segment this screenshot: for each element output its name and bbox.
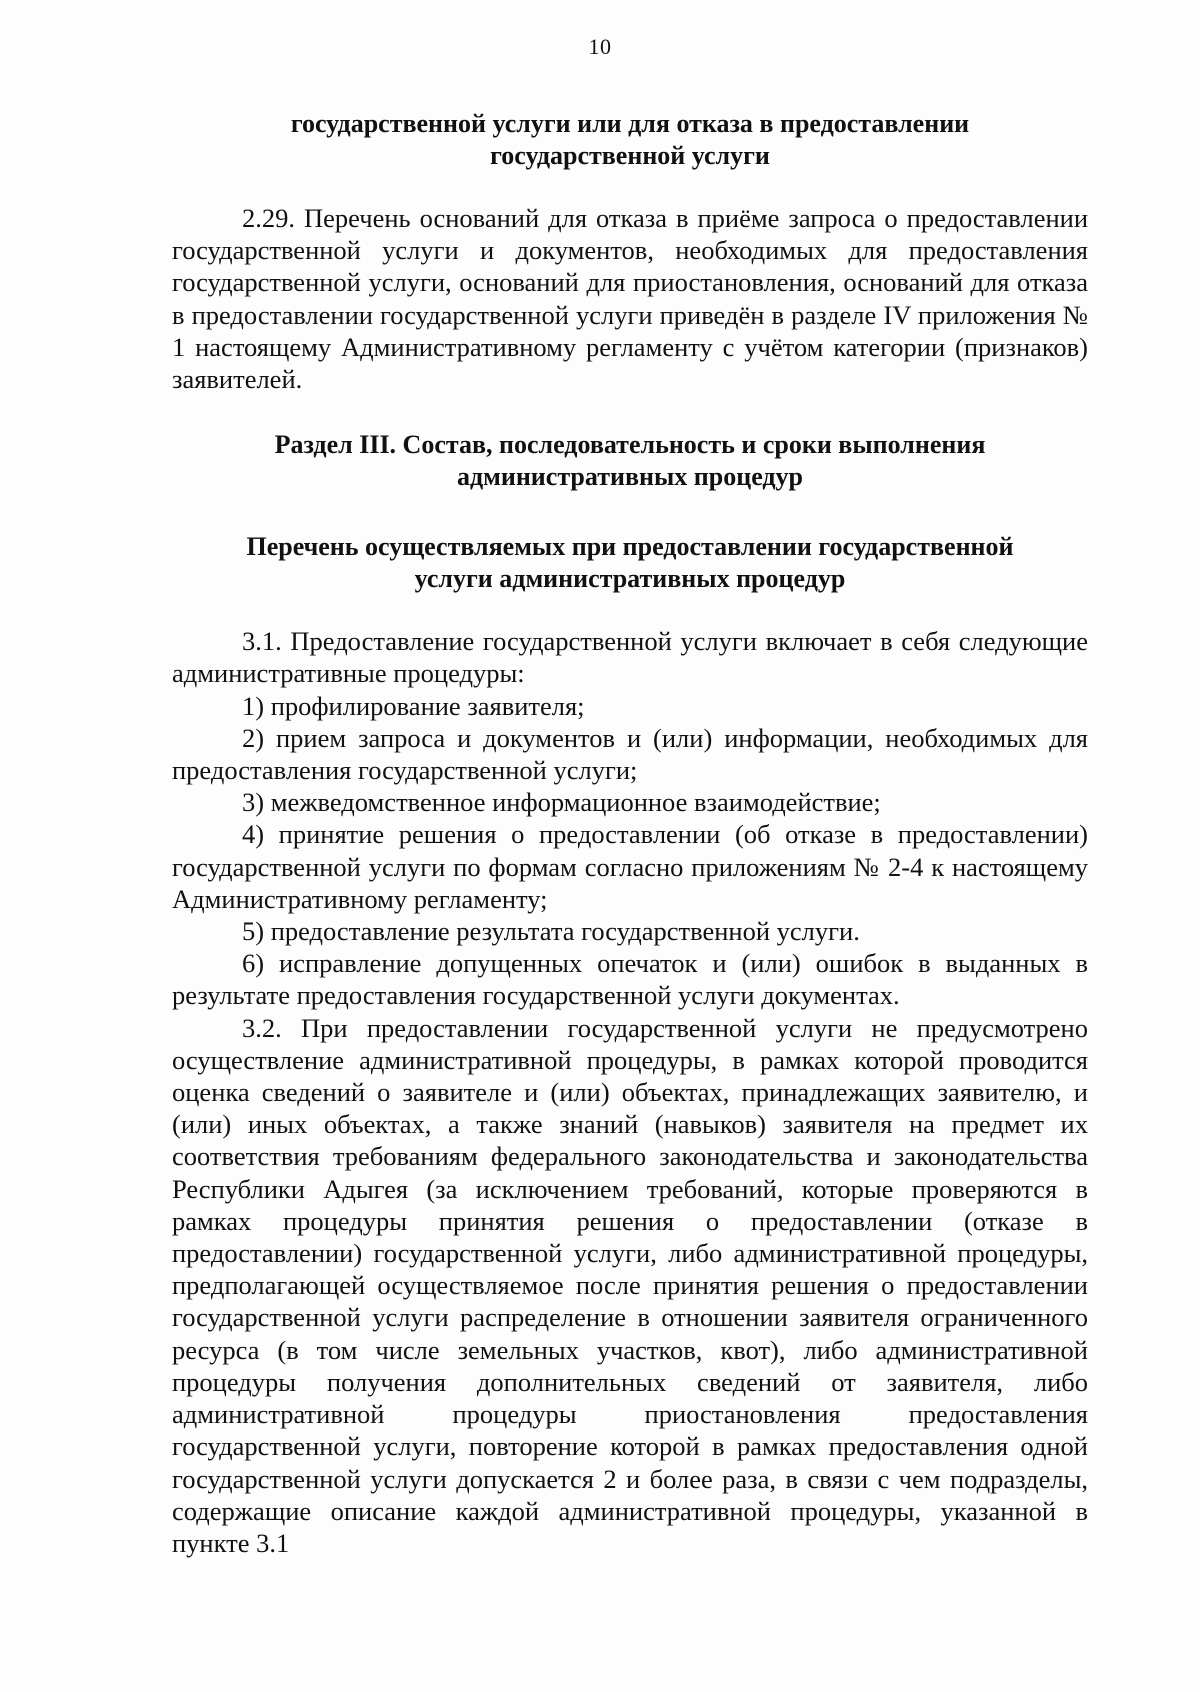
document-body bbox=[172, 108, 1088, 1559]
list-item: 1) профилирование заявителя; bbox=[242, 690, 585, 721]
list-item: 6) исправление допущенных опечаток и (или) ошибок в выданных в результате предоставления государственной услуги документах. bbox=[172, 948, 1088, 1011]
list-item: 4) принятие решения о предоставлении (об отказе в предоставлении) государственной услуги по формам согласно приложениям № 2-4 к настоящему Административному регламенту; bbox=[172, 819, 1088, 914]
list-item: 2) прием запроса и документов и (или) информации, необходимых для предоставления государственной услуги; bbox=[172, 722, 1088, 786]
heading-grounds-refusal bbox=[172, 108, 1088, 172]
list-item: 3) межведомственное информационное взаимодействие; bbox=[242, 787, 881, 818]
heading-line: административных процедур bbox=[456, 462, 804, 492]
heading-line: Перечень осуществляемых при предоставлении государственной bbox=[246, 532, 1014, 562]
heading-line: Раздел III. Состав, последовательность и сроки выполнения bbox=[274, 430, 986, 460]
paragraph-2-29: 2.29. Перечень оснований для отказа в приёме запроса о предоставлении государственной услуги и документов, необходимых для предоставления государственной услуги, оснований для приостановления, оснований для отказа в предоставлении государственной услуги приведён в разделе IV приложения № 1 настоящему Административному регламенту с учётом категории (признаков) заявителей. bbox=[172, 203, 1088, 395]
heading-line: услуги административных процедур bbox=[414, 564, 846, 594]
heading-line: государственной услуги или для отказа в предоставлении bbox=[290, 109, 970, 138]
section-heading bbox=[172, 429, 1088, 493]
page-number: 10 bbox=[588, 34, 612, 59]
subsection-heading bbox=[172, 531, 1088, 595]
heading-line: государственной услуги bbox=[490, 141, 770, 170]
paragraph-3-2: 3.2. При предоставлении государственной услуги не предусмотрено осуществление административной процедуры, в рамках которой проводится оценка сведений о заявителе и (или) объектах, принадлежащих заявителю, и (или) иных объектах, а также знаний (навыков) заявителя на предмет их соответствия требованиям федерального законодательства и законодательства Республики Адыгея (за исключением требований, которые проверяются в рамках процедуры принятия решения о предоставлении (отказе в предоставлении) государственной услуги, либо административной процедуры, предполагающей осуществляемое после принятия решения о предоставлении государственной услуги распределение в отношении заявителя ограниченного ресурса (в том числе земельных участков, квот), либо административной процедуры получения дополнительных сведений от заявителя, либо административной процедуры приостановления предоставления государственной услуги, повторение которой в рамках предоставления одной государственной услуги допускается 2 и более раза, в связи с чем подразделы, содержащие описание каждой административной процедуры, указанной в пункте 3.1 bbox=[172, 1012, 1088, 1558]
paragraph-3-1: 3.1. Предоставление государственной услуги включает в себя следующие административные процедуры: bbox=[172, 626, 1088, 689]
list-item: 5) предоставление результата государственной услуги. bbox=[242, 916, 860, 947]
